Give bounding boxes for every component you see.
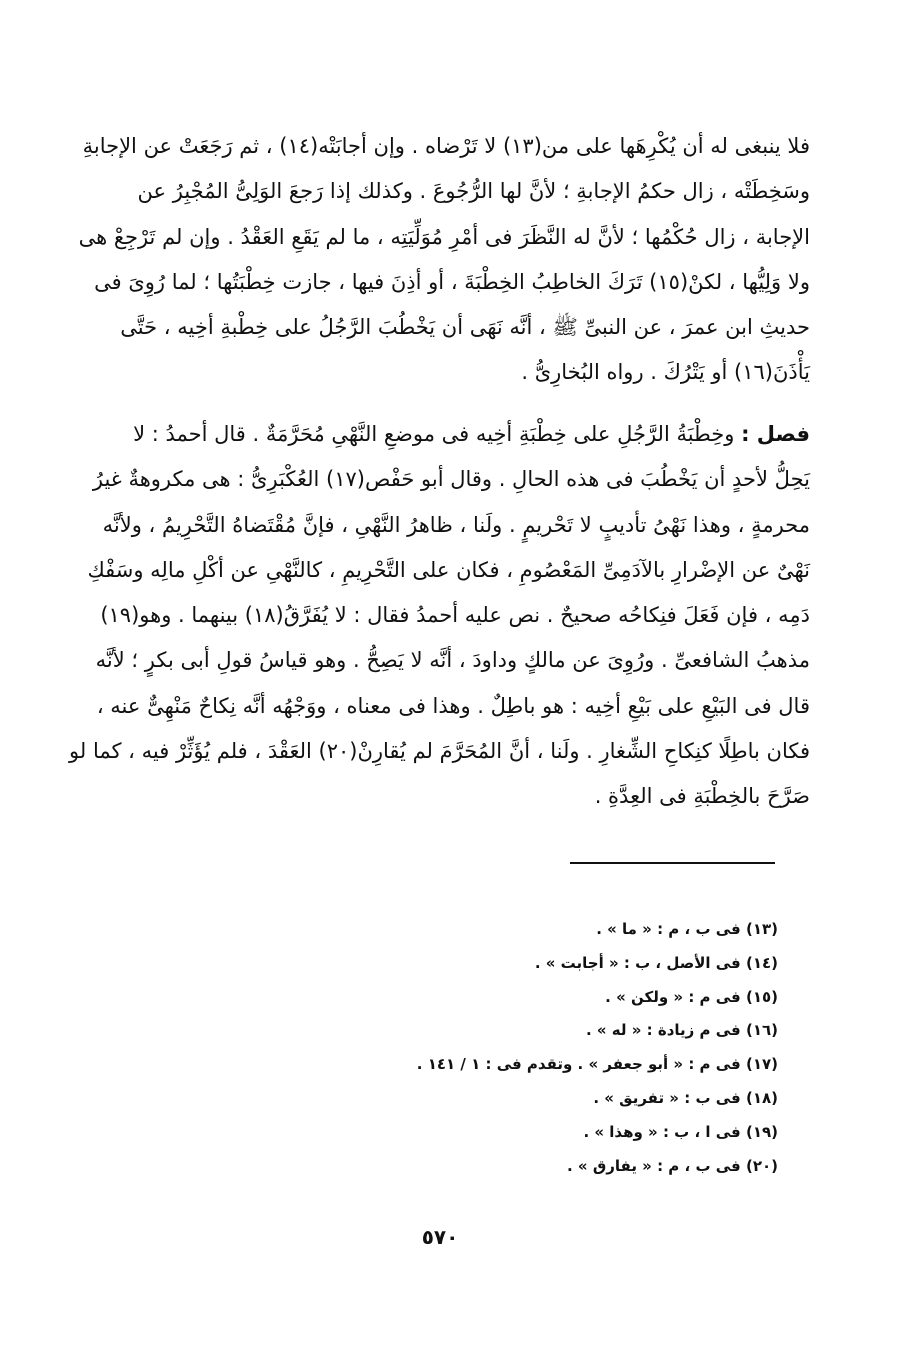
paragraph-line: دَمِه ، فإن فَعَلَ فنِكاحُه صحيحٌ . نص عليه أحمدُ فقال : لا يُفَرَّقُ(١٨) بينهما . وهو(١٩) xyxy=(100,603,810,628)
paragraph-line: قال فى البَيْعِ على بَيْعِ أخِيه : هو باطِلٌ . وهذا فى معناه ، ووَجْهُه أنَّه نِكاحٌ مَنْهِىٌّ عنه ، xyxy=(96,693,810,718)
footnote: (١٥) فى م : « ولكن » . xyxy=(605,987,778,1006)
paragraph-line: حديثِ ابن عمرَ ، عن النبىِّ ﷺ ، أنَّه نَهَى أن يَخْطُبَ الرَّجُلُ على خِطْبةِ أخِيه ، حَتَّى xyxy=(120,315,810,340)
paragraph-line: صَرَّحَ بالخِطْبَةِ فى العِدَّةِ . xyxy=(594,784,810,809)
paragraph-line-text: وخِطْبَةُ الرَّجُلِ على خِطْبَةِ أخِيه فى موضعِ النَّهْىِ مُحَرَّمَةٌ . قال أحمدُ : لا xyxy=(133,422,742,446)
paragraph-line: وسَخِطَتْه ، زال حكمُ الإجابةِ ؛ لأنَّ لها الرُّجُوعَ . وكذلك إذا رَجعَ الوَلِىُّ المُجْبِرُ عن xyxy=(137,179,810,204)
footnotes xyxy=(258,913,778,1183)
footnote: (١٨) فى ب : « تفريق » . xyxy=(593,1088,778,1107)
page-number: ٥٧٠ xyxy=(421,1225,459,1249)
footnote: (١٣) فى ب ، م : « ما » . xyxy=(596,920,778,938)
paragraph-line: يَحِلُّ لأحدٍ أن يَخْطُبَ فى هذه الحالِ . وقال أبو حَفْص(١٧) العُكْبَرِىُّ : هى مكروهةٌ غيرُ xyxy=(92,467,810,492)
paragraph-line: محرمةٍ ، وهذا نَهْىُ تأديبٍ لا تَحْريمٍ . ولَنا ، ظاهرُ النَّهْىِ ، فإنَّ مُقْتَضاهُ التَّحْرِيمُ ، ولأنَّه xyxy=(102,512,810,537)
section-label: فصل : xyxy=(741,422,810,446)
paragraph-line: فكان باطِلًا كنِكاحِ الشِّغارِ . ولَنا ، أنَّ المُحَرَّمَ لم يُقارِنْ(٢٠) العَقْدَ ، فلم يُؤَثِّرْ فيه ، كما لو xyxy=(69,739,810,764)
footnote: (١٧) فى م : « أبو جعفر » . وتقدم فى : ١ / ١٤١ . xyxy=(416,1055,778,1074)
paragraph-line: يَأْذَنَ(١٦) أو يَتْرُكَ . رواه البُخارِىُّ . xyxy=(521,360,810,385)
footnote: (١٩) فى ا ، ب : « وهذا » . xyxy=(583,1122,778,1141)
footnote: (١٦) فى م زيادة : « له » . xyxy=(585,1021,778,1040)
paragraph-line: الإجابة ، زال حُكْمُها ؛ لأنَّ له النَّظَرَ فى أمْرِ مُوَلِّيَتِه ، ما لم يَقَعِ العَقْدُ . وإن لم تَرْجِعْ هى xyxy=(78,224,810,249)
paragraph-2 xyxy=(69,412,810,820)
paragraph-line: مذهبُ الشافعىِّ . ورُوِىَ عن مالكٍ وداودَ ، أنَّه لا يَصِحُّ . وهو قياسُ قولِ أبى بكرٍ ؛ لأنَّه xyxy=(95,648,810,673)
footnote-divider xyxy=(570,862,775,864)
paragraph-line xyxy=(98,412,810,457)
paragraph-line: نَهْىٌ عن الإضْرارِ بالآدَمِىِّ المَعْصُومِ ، فكان على التَّحْرِيمِ ، كالنَّهْىِ عن أكْلِ مالِه وسَفْكِ xyxy=(87,557,810,582)
footnote: (١٤) فى الأصل ، ب : « أجابت » . xyxy=(534,953,778,972)
paragraph-line: فلا ينبغى له أن يُكْرِهَها على من(١٣) لا تَرْضاه . وإن أجابَتْه(١٤) ، ثم رَجَعَتْ عن الإجابةِ xyxy=(82,134,810,158)
footnote: (٢٠) فى ب ، م : « يفارق » . xyxy=(567,1156,778,1175)
paragraph-line: ولا وَلِيُّها ، لكنْ(١٥) تَرَكَ الخاطِبُ الخِطْبَةَ ، أو أذِنَ فيها ، جازت خِطْبَتُها ؛ لما رُوِىَ فى xyxy=(94,269,810,294)
paragraph-1 xyxy=(78,124,810,396)
